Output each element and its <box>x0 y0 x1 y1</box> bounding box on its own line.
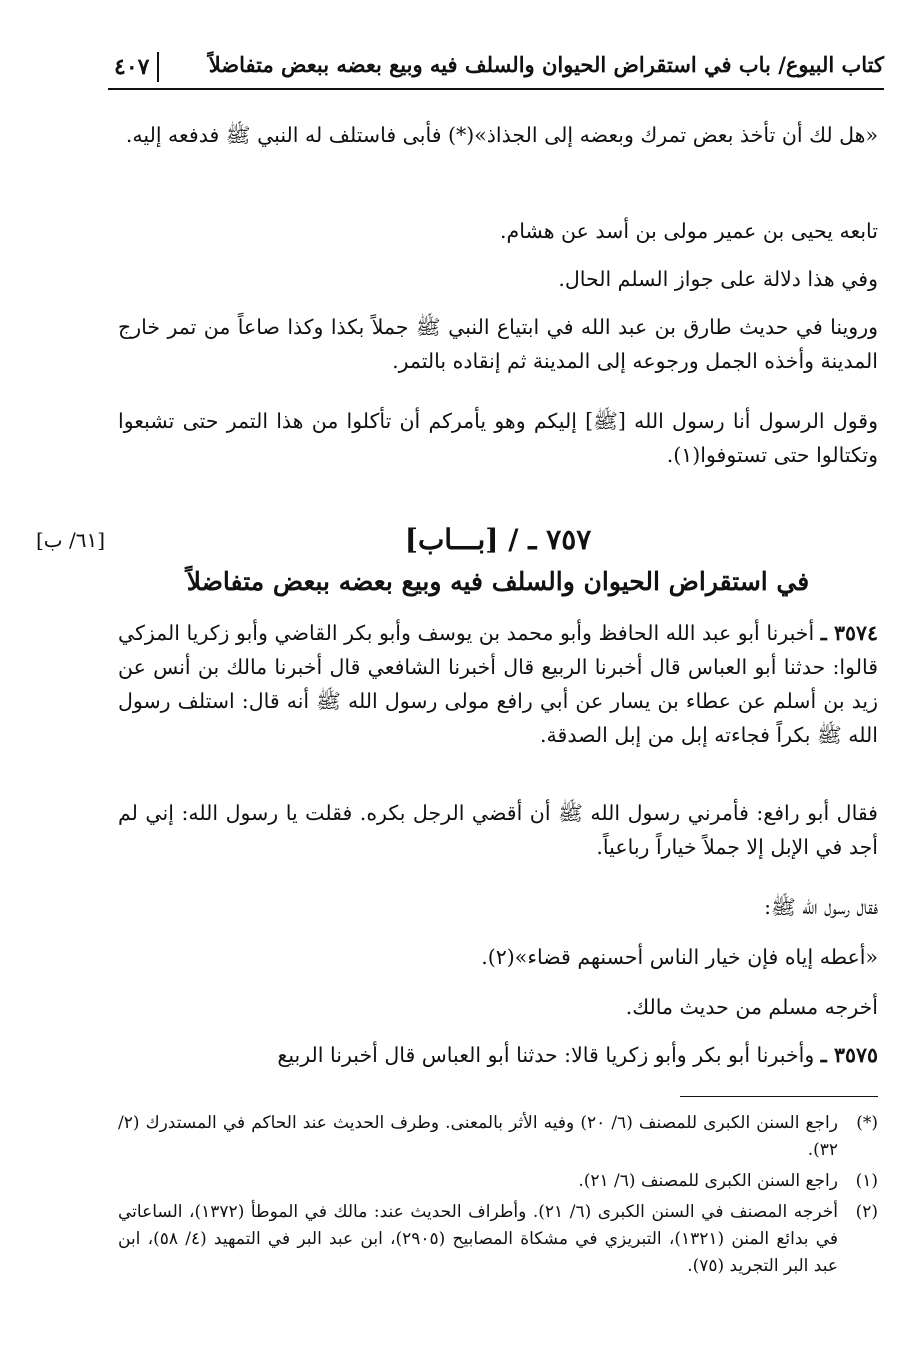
hadith-text: أخبرنا أبو عبد الله الحافظ وأبو محمد بن يوسف وأبو بكر القاضي وأبو زكريا المزكي قالوا: حدثنا أبو العباس قال أخبرنا الربيع قال أخبرنا الشافعي قال أخبرنا مالك بن أنس عن زيد بن أسلم عن عطاء بن يسار عن أبي رافع مولى رسول الله ﷺ أنه قال: استلف رسول الله ﷺ بكراً فجاءته إبل من إبل الصدقة. <box>118 621 878 747</box>
footnote-divider <box>680 1096 878 1097</box>
paragraph-abu-rafi: فقال أبو رافع: فأمرني رسول الله ﷺ أن أقضي الرجل بكره. فقلت يا رسول الله: إني لم أجد في الإبل إلا جملاً خياراً رباعياً. <box>118 801 878 859</box>
manuscript-reference: [٦١/ ب] <box>36 528 106 552</box>
paragraph-mutaba: تابعه يحيى بن عمير مولى بن أسد عن هشام. <box>499 219 878 243</box>
paragraph-prophet-said: فقال رسول الله ﷺ: <box>764 895 878 919</box>
page-header <box>108 48 884 90</box>
footnote-item <box>118 1199 878 1280</box>
hadith-number: ٣٥٧٥ ـ <box>820 1043 878 1067</box>
hadith-3575 <box>118 1038 878 1072</box>
paragraph-tariq-hadith: وروينا في حديث طارق بن عبد الله في ابتياع النبي ﷺ جملاً بكذا وكذا صاعاً من تمر خارج المدينة وأخذه الجمل ورجوعه إلى المدينة ثم إنقاده بالتمر. <box>118 315 878 373</box>
footnote-item <box>118 1110 878 1164</box>
chapter-title: في استقراض الحيوان والسلف فيه وبيع بعضه ببعض متفاضلاً <box>186 567 810 596</box>
footnote-item <box>118 1168 878 1195</box>
footnote-text: راجع السنن الكبرى للمصنف (٦/ ٢٠) وفيه الأثر بالمعنى. وطرف الحديث عند الحاكم في المستدرك (٢/ ٣٢). <box>118 1113 838 1160</box>
paragraph-hadith-quote: «أعطه إياه فإن خيار الناس أحسنهم قضاء»(٢). <box>481 945 878 969</box>
hadith-3574 <box>118 616 878 752</box>
footnote-mark: (١) <box>855 1171 878 1191</box>
hadith-number: ٣٥٧٤ ـ <box>820 621 878 645</box>
chapter-number: ٧٥٧ ـ / [بـــاب] <box>404 523 592 556</box>
running-title: كتاب البيوع/ باب في استقراض الحيوان والسلف فيه وبيع بعضه ببعض متفاضلاً <box>208 52 884 77</box>
footnote-mark: (٢) <box>855 1202 878 1222</box>
paragraph-rasul-saying: وقول الرسول أنا رسول الله [ﷺ] إليكم وهو يأمركم أن تأكلوا من هذا التمر حتى تشبعوا وتكتالوا حتى تستوفوا(١). <box>118 409 878 467</box>
paragraph-salam-note: وفي هذا دلالة على جواز السلم الحال. <box>558 267 878 291</box>
hadith-text: وأخبرنا أبو بكر وأبو زكريا قالا: حدثنا أبو العباس قال أخبرنا الربيع <box>277 1043 815 1067</box>
page-number: ٤٠٧ <box>114 52 159 82</box>
footnote-text: أخرجه المصنف في السنن الكبرى (٦/ ٢١). وأطراف الحديث عند: مالك في الموطأ (١٣٧٢)، الساعاتي في بدائع المنن (١٣٢١)، التبريزي في مشكاة المصابيح (٢٩٠٥)، ابن عبد البر في التمهيد (٤/ ٥٨)، ابن عبد البر التجريد (٧٥). <box>118 1202 838 1276</box>
paragraph-hadith-continuation: «هل لك أن تأخذ بعض تمرك وبعضه إلى الجذاذ»(*) فأبى فاستلف له النبي ﷺ فدفعه إليه. <box>125 123 878 147</box>
footnote-text: راجع السنن الكبرى للمصنف (٦/ ٢١). <box>578 1171 838 1191</box>
footnotes <box>118 1110 878 1284</box>
footnote-mark: (*) <box>856 1113 878 1133</box>
paragraph-takhrij: أخرجه مسلم من حديث مالك. <box>625 995 878 1019</box>
